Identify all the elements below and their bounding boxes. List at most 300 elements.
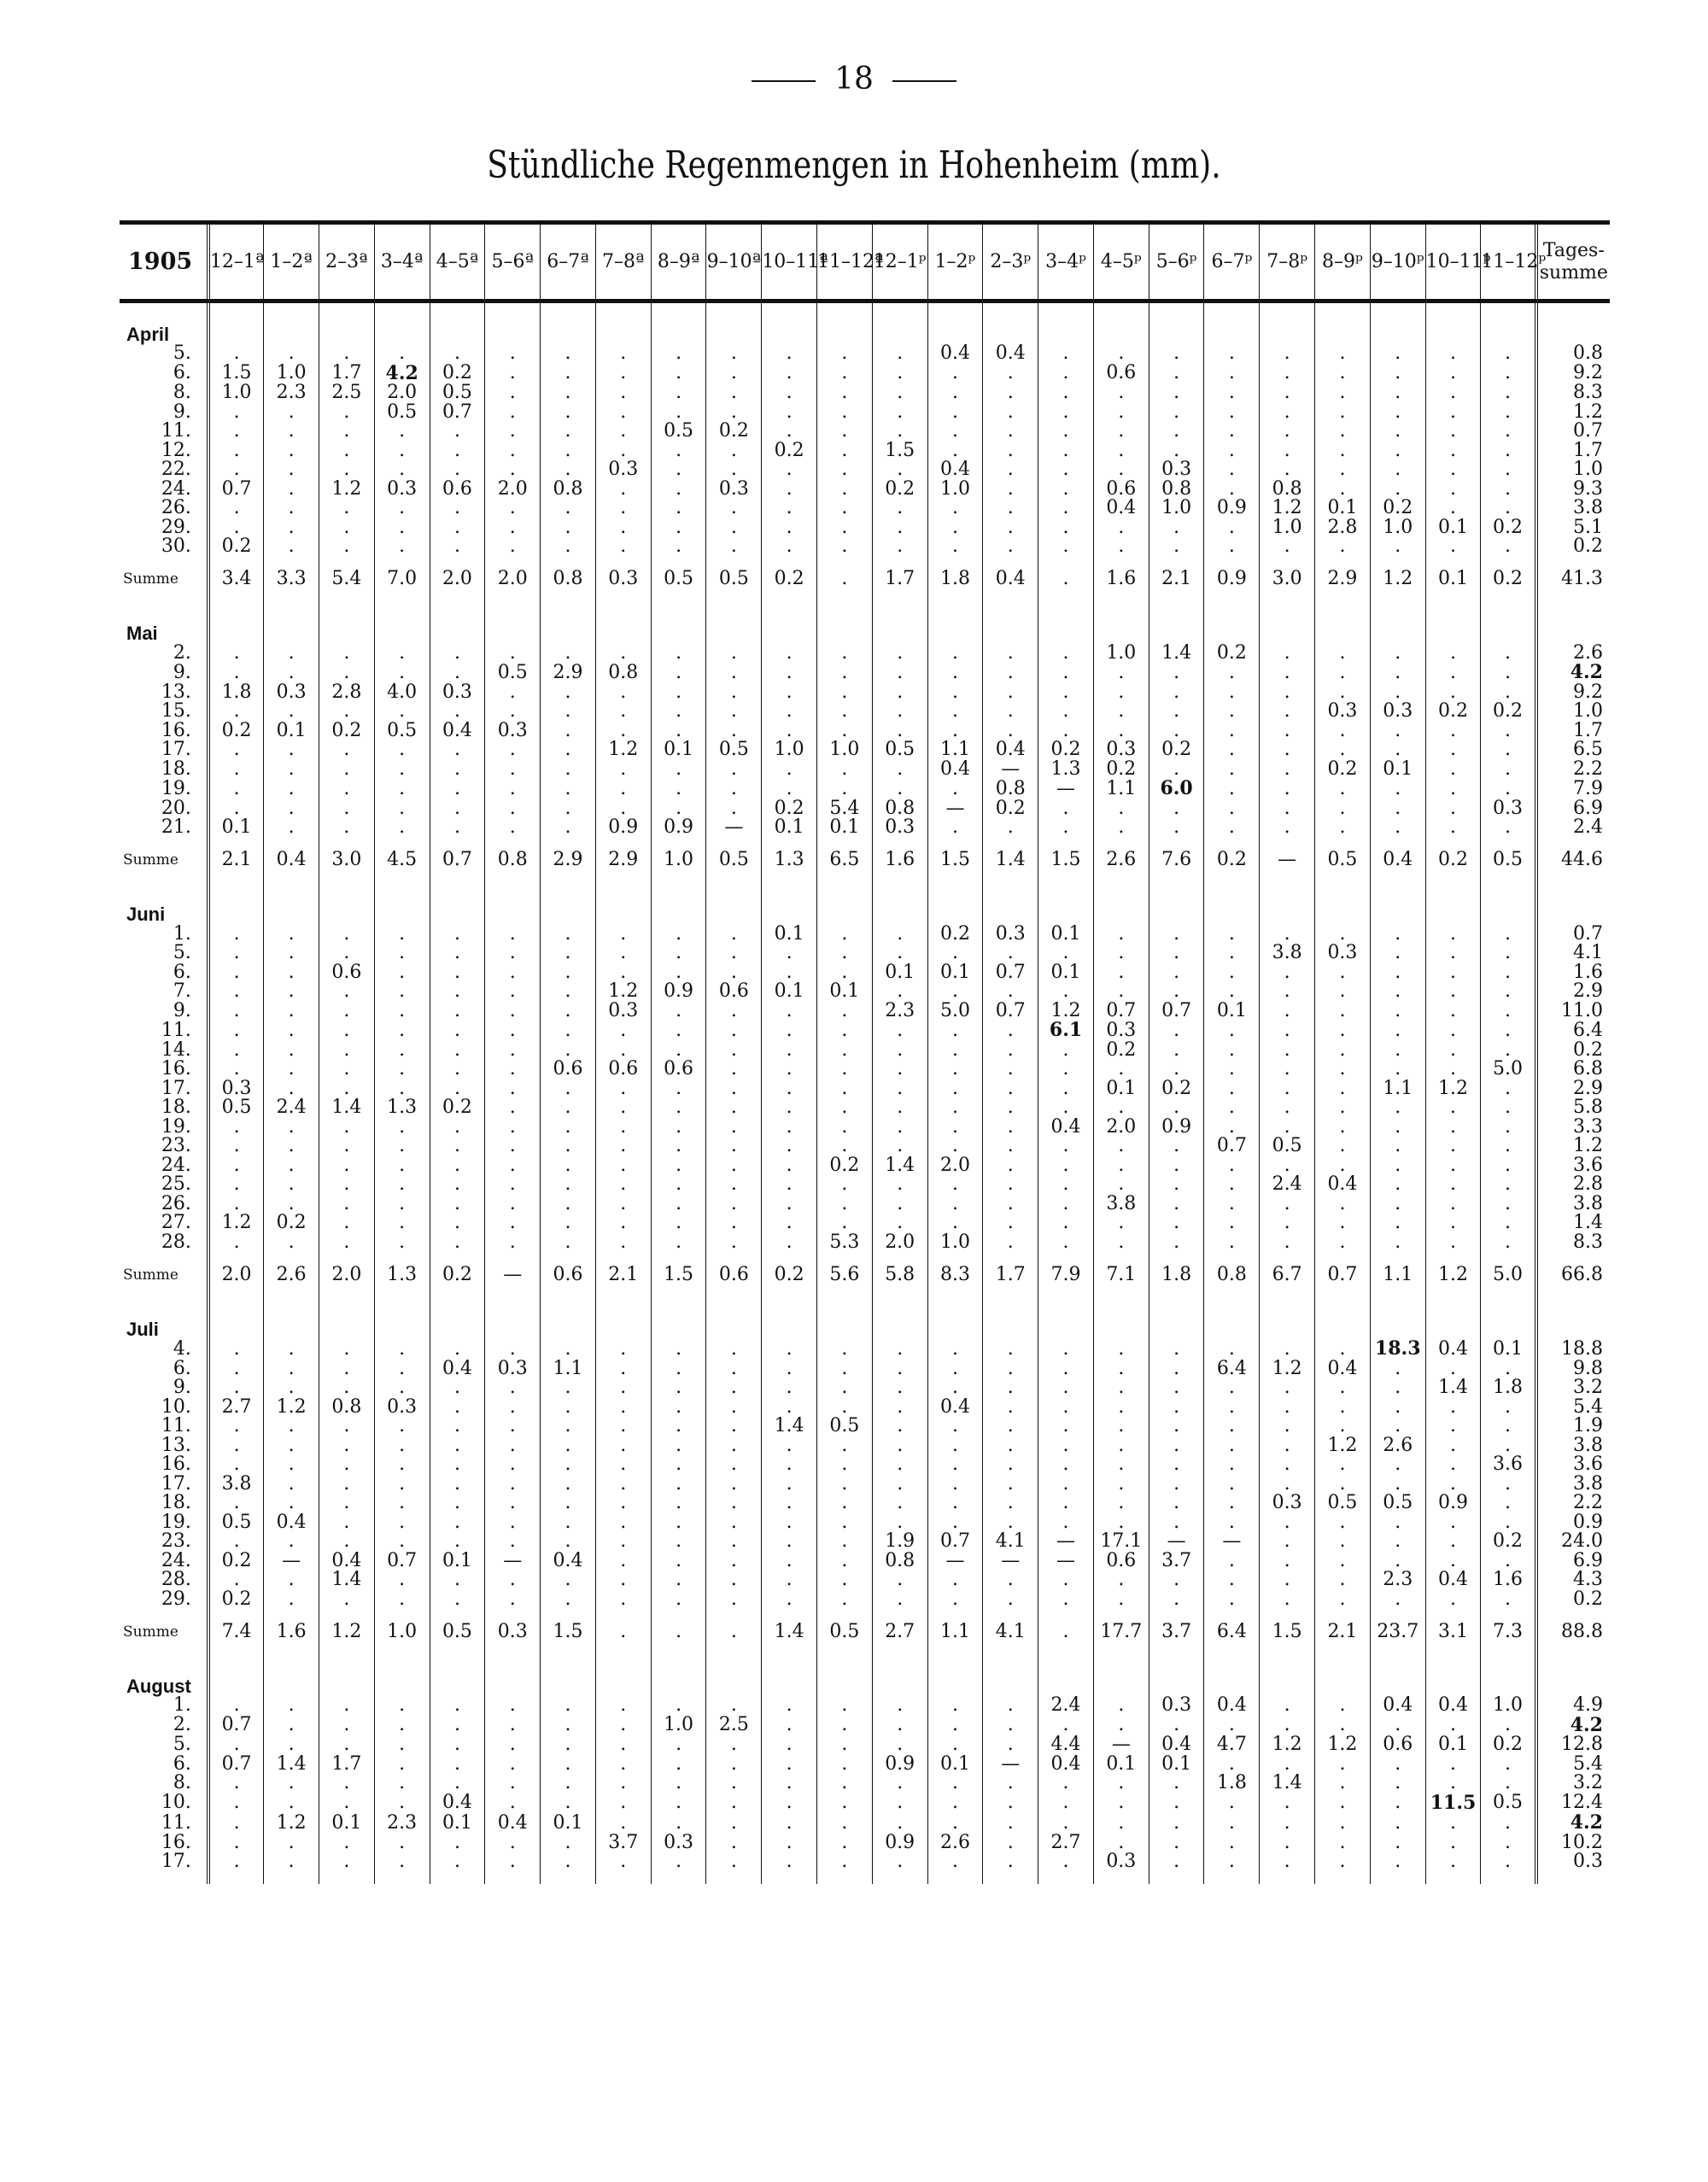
rain-cell: .: [374, 1233, 430, 1253]
rain-cell: .: [1260, 663, 1315, 683]
rain-cell: .: [1260, 1590, 1315, 1610]
rain-cell: .: [1204, 1118, 1260, 1138]
rain-cell: .: [817, 722, 873, 741]
rain-cell: .: [485, 537, 541, 557]
rain-cell: .: [374, 1475, 430, 1495]
rain-cell: .: [927, 722, 983, 741]
rain-cell: .: [264, 925, 319, 945]
rain-cell: .: [1204, 344, 1260, 364]
table-row: [120, 644, 1610, 664]
rain-cell: .: [1204, 1378, 1260, 1398]
rain-cell: .: [1149, 1455, 1204, 1475]
daily-total-cell: 2.4: [1536, 818, 1610, 838]
rain-cell: .: [595, 1532, 651, 1552]
rain-cell: .: [1038, 460, 1094, 480]
rain-cell: .: [595, 1513, 651, 1533]
rain-cell: .: [374, 1532, 430, 1552]
rain-cell: .: [706, 1195, 762, 1214]
rain-cell: 1.4: [1149, 644, 1204, 664]
empty-cell: [927, 1872, 983, 1884]
rain-cell: .: [374, 963, 430, 983]
rain-cell: .: [1425, 364, 1481, 384]
rain-cell: .: [706, 1436, 762, 1456]
table-row: [120, 1398, 1610, 1418]
rain-cell: .: [1370, 1175, 1425, 1195]
rain-cell: .: [983, 1793, 1038, 1814]
rain-cell: .: [1093, 1455, 1149, 1475]
rain-cell: .: [264, 944, 319, 963]
rain-cell: .: [1149, 1571, 1204, 1590]
empty-cell: [1425, 1872, 1481, 1884]
rain-cell: .: [1425, 1118, 1481, 1138]
rain-cell: .: [1149, 963, 1204, 983]
rain-cell: .: [1315, 1793, 1371, 1814]
rain-cell: .: [762, 1156, 817, 1176]
rain-cell: .: [1481, 663, 1536, 683]
empty-cell: [1481, 301, 1536, 345]
year-header: 1905: [120, 223, 208, 301]
day-cell: 16.: [120, 722, 208, 741]
rain-cell: .: [485, 1774, 541, 1793]
day-cell: 16.: [120, 1834, 208, 1853]
rain-cell: .: [1038, 537, 1094, 557]
rain-cell: .: [872, 1571, 927, 1590]
rain-cell: .: [319, 1475, 374, 1495]
rain-cell: 2.5: [706, 1716, 762, 1736]
rain-cell: 1.9: [872, 1532, 927, 1552]
day-cell: 9.: [120, 403, 208, 423]
empty-cell: [430, 1298, 485, 1339]
hour-column-header: 10–11ᵖ: [1425, 223, 1481, 301]
rain-cell: .: [651, 1590, 706, 1610]
daily-total-cell: 3.8: [1536, 499, 1610, 518]
day-cell: 16.: [120, 1060, 208, 1079]
rain-cell: .: [430, 1021, 485, 1041]
rain-cell: .: [706, 702, 762, 722]
rain-cell: .: [1315, 1041, 1371, 1061]
rain-cell: .: [762, 1002, 817, 1021]
empty-cell: [208, 301, 264, 345]
rain-cell: .: [264, 1021, 319, 1041]
rain-cell: .: [1093, 1696, 1149, 1716]
daily-total-cell: 1.7: [1536, 442, 1610, 461]
rain-cell: .: [817, 1813, 873, 1834]
rain-cell: 1.4: [264, 1755, 319, 1775]
rain-cell: 0.6: [651, 1060, 706, 1079]
rain-cell: .: [1315, 460, 1371, 480]
rain-cell: .: [595, 1118, 651, 1138]
sum-cell: 4.1: [983, 1609, 1038, 1655]
empty-cell: [1370, 884, 1425, 925]
rain-cell: .: [264, 1571, 319, 1590]
rain-cell: .: [706, 1398, 762, 1418]
rain-cell: .: [430, 818, 485, 838]
rain-cell: .: [983, 1041, 1038, 1061]
rain-cell: .: [1204, 1175, 1260, 1195]
rain-cell: .: [1425, 1755, 1481, 1775]
rain-cell: .: [541, 344, 596, 364]
rain-cell: .: [1149, 1716, 1204, 1736]
empty-cell: [762, 603, 817, 644]
rain-cell: .: [1315, 663, 1371, 683]
rain-cell: 0.3: [651, 1834, 706, 1853]
rain-cell: .: [1425, 1417, 1481, 1436]
rain-cell: .: [1481, 982, 1536, 1002]
rain-cell: .: [1204, 480, 1260, 500]
empty-cell: [1149, 1298, 1204, 1339]
rain-cell: 2.4: [264, 1098, 319, 1118]
daily-total-cell: 8.3: [1536, 383, 1610, 403]
rain-cell: 2.3: [872, 1002, 927, 1021]
daily-total-cell: 2.9: [1536, 1079, 1610, 1099]
daily-total-cell: 1.9: [1536, 1417, 1610, 1436]
rain-cell: 0.5: [1370, 1494, 1425, 1513]
rain-cell: .: [927, 1360, 983, 1379]
empty-cell: [1425, 301, 1481, 345]
rain-cell: .: [208, 644, 264, 664]
rain-cell: .: [1204, 460, 1260, 480]
rain-cell: .: [762, 1774, 817, 1793]
rain-cell: .: [706, 1793, 762, 1814]
rain-cell: .: [541, 722, 596, 741]
rain-cell: .: [1260, 1214, 1315, 1233]
rain-cell: .: [374, 982, 430, 1002]
rain-cell: .: [595, 1793, 651, 1814]
hour-column-header: 3–4ª: [374, 223, 430, 301]
rain-cell: .: [1038, 1716, 1094, 1736]
rain-cell: .: [264, 1735, 319, 1755]
rain-cell: .: [762, 1195, 817, 1214]
table-row: [120, 925, 1610, 945]
rain-cell: .: [595, 1774, 651, 1793]
rain-cell: .: [1093, 1716, 1149, 1736]
rain-cell: —: [927, 799, 983, 819]
rain-cell: .: [872, 1455, 927, 1475]
rain-cell: .: [264, 702, 319, 722]
sum-cell: 1.6: [1093, 557, 1149, 603]
empty-cell: [1204, 1872, 1260, 1884]
rain-cell: 0.7: [208, 1716, 264, 1736]
day-cell: 5.: [120, 344, 208, 364]
rain-cell: .: [1425, 480, 1481, 500]
hour-column-header: 9–10ª: [706, 223, 762, 301]
rain-cell: .: [872, 663, 927, 683]
rain-cell: .: [1093, 442, 1149, 461]
rain-cell: .: [983, 1475, 1038, 1495]
sum-cell: 0.9: [1204, 557, 1260, 603]
empty-cell: [485, 603, 541, 644]
rain-cell: .: [430, 663, 485, 683]
rain-cell: .: [374, 818, 430, 838]
rain-cell: .: [983, 364, 1038, 384]
rain-cell: .: [983, 1378, 1038, 1398]
rain-cell: .: [541, 818, 596, 838]
rain-cell: .: [762, 644, 817, 664]
rain-cell: .: [1370, 818, 1425, 838]
rain-cell: 1.2: [1315, 1436, 1371, 1456]
day-cell: 10.: [120, 1398, 208, 1418]
rain-cell: .: [319, 1716, 374, 1736]
rain-cell: .: [1425, 1002, 1481, 1021]
rain-cell: .: [595, 1360, 651, 1379]
rain-cell: .: [1370, 982, 1425, 1002]
rain-cell: .: [319, 1233, 374, 1253]
rain-cell: .: [1315, 1813, 1371, 1834]
rain-cell: .: [485, 1475, 541, 1495]
rain-cell: .: [1481, 1552, 1536, 1571]
rain-cell: .: [1315, 1156, 1371, 1176]
table-row: [120, 1417, 1610, 1436]
rain-cell: .: [1425, 644, 1481, 664]
sum-cell: .: [817, 557, 873, 603]
rain-cell: 5.0: [1481, 1060, 1536, 1079]
rain-cell: .: [706, 1118, 762, 1138]
rain-cell: .: [983, 818, 1038, 838]
rain-cell: 0.8: [319, 1398, 374, 1418]
rain-cell: 2.0: [374, 383, 430, 403]
rain-cell: .: [1481, 1360, 1536, 1379]
rain-cell: .: [485, 644, 541, 664]
rain-cell: .: [817, 442, 873, 461]
hour-column-header: 8–9ᵖ: [1315, 223, 1371, 301]
rain-cell: .: [983, 1417, 1038, 1436]
rain-cell: .: [1093, 799, 1149, 819]
sum-cell: 0.8: [1204, 1252, 1260, 1298]
rain-cell: .: [595, 944, 651, 963]
rain-cell: .: [706, 1552, 762, 1571]
rain-cell: .: [872, 1793, 927, 1814]
rain-cell: .: [1204, 1041, 1260, 1061]
rain-cell: .: [706, 1060, 762, 1079]
rain-cell: 0.1: [1149, 1755, 1204, 1775]
rain-cell: .: [595, 1041, 651, 1061]
sum-cell: 1.5: [927, 838, 983, 884]
rain-cell-value: 6.0: [1160, 777, 1193, 799]
table-row: [120, 1214, 1610, 1233]
rain-cell: .: [983, 1834, 1038, 1853]
empty-cell: [541, 1655, 596, 1696]
rain-cell: .: [1481, 460, 1536, 480]
rain-cell: .: [1481, 442, 1536, 461]
rain-cell: .: [319, 442, 374, 461]
rain-cell: 0.3: [1149, 1696, 1204, 1716]
rain-cell: .: [264, 740, 319, 760]
rain-cell: .: [872, 1195, 927, 1214]
rain-cell: 0.4: [1425, 1571, 1481, 1590]
daily-total-cell: 5.4: [1536, 1398, 1610, 1418]
daily-total-cell: 24.0: [1536, 1532, 1610, 1552]
rain-cell: —: [1038, 1552, 1094, 1571]
rain-cell: .: [485, 760, 541, 780]
rain-cell: .: [872, 1436, 927, 1456]
rain-cell: .: [485, 1098, 541, 1118]
empty-cell: [374, 1872, 430, 1884]
sum-cell: 2.1: [595, 1252, 651, 1298]
rain-cell: .: [927, 537, 983, 557]
rain-cell: .: [1093, 460, 1149, 480]
rain-cell: .: [485, 499, 541, 518]
rain-cell: .: [208, 779, 264, 799]
rain-cell: .: [983, 1571, 1038, 1590]
rain-cell: 0.9: [651, 982, 706, 1002]
sum-cell: 0.8: [485, 838, 541, 884]
empty-cell: [706, 884, 762, 925]
rain-cell: .: [541, 760, 596, 780]
month-name: Juli: [120, 1298, 208, 1339]
rain-cell: .: [762, 537, 817, 557]
sum-cell: 2.6: [264, 1252, 319, 1298]
rain-cell: .: [1370, 480, 1425, 500]
rain-cell: 0.3: [430, 683, 485, 703]
rain-cell: .: [706, 1041, 762, 1061]
rain-cell: 0.7: [983, 963, 1038, 983]
rain-cell: .: [651, 1475, 706, 1495]
empty-cell: [485, 1655, 541, 1696]
rain-cell: .: [1425, 760, 1481, 780]
rain-cell: .: [1149, 1436, 1204, 1456]
rain-cell: .: [651, 1417, 706, 1436]
daily-total-cell: 1.2: [1536, 403, 1610, 423]
rain-cell: .: [1260, 1378, 1315, 1398]
rain-cell: .: [430, 644, 485, 664]
rain-cell: .: [817, 460, 873, 480]
rain-cell: .: [762, 1494, 817, 1513]
rain-cell: .: [595, 1494, 651, 1513]
rain-cell: .: [1425, 1716, 1481, 1736]
rain-cell: 0.4: [927, 344, 983, 364]
rain-cell: .: [983, 1696, 1038, 1716]
rain-cell: .: [762, 683, 817, 703]
rain-cell: .: [374, 702, 430, 722]
rain-cell: .: [374, 1571, 430, 1590]
rain-cell: .: [264, 663, 319, 683]
rain-cell: .: [374, 1774, 430, 1793]
sum-cell: 3.4: [208, 557, 264, 603]
day-cell: 24.: [120, 480, 208, 500]
rain-cell: .: [541, 1137, 596, 1156]
rain-cell: .: [651, 1339, 706, 1360]
daily-total-cell: 0.2: [1536, 1041, 1610, 1061]
empty-cell: [264, 1872, 319, 1884]
rain-cell: .: [706, 1156, 762, 1176]
rain-cell: .: [1093, 1060, 1149, 1079]
rain-cell: .: [1370, 1156, 1425, 1176]
rain-cell: .: [1425, 1774, 1481, 1793]
table-row: [120, 740, 1610, 760]
rain-cell: —: [1038, 1532, 1094, 1552]
rain-cell: .: [1149, 1195, 1204, 1214]
rain-cell: .: [208, 1834, 264, 1853]
empty-cell: [595, 884, 651, 925]
rain-cell: .: [1481, 1195, 1536, 1214]
rain-cell: .: [1149, 364, 1204, 384]
rain-cell: .: [1481, 1513, 1536, 1533]
rain-cell: 0.5: [1481, 1793, 1536, 1814]
rain-cell: .: [706, 1735, 762, 1755]
rain-cell: .: [430, 1590, 485, 1610]
sum-cell: 6.4: [1204, 1609, 1260, 1655]
rain-cell: .: [485, 1002, 541, 1021]
day-cell: 9.: [120, 1002, 208, 1021]
rain-cell: .: [430, 1834, 485, 1853]
rain-cell: .: [430, 1378, 485, 1398]
rain-cell: .: [1425, 1590, 1481, 1610]
rain-cell: 0.7: [374, 1552, 430, 1571]
sum-cell: 0.2: [1204, 838, 1260, 884]
rain-cell: .: [1260, 1571, 1315, 1590]
rain-cell: 1.6: [1481, 1571, 1536, 1590]
rain-cell: .: [651, 1156, 706, 1176]
rain-cell: .: [374, 1513, 430, 1533]
rain-cell: .: [1481, 1436, 1536, 1456]
rain-cell: .: [817, 1098, 873, 1118]
rain-cell: .: [1204, 403, 1260, 423]
rain-cell: .: [485, 1852, 541, 1872]
rain-cell: .: [485, 799, 541, 819]
rain-cell: 0.4: [1093, 499, 1149, 518]
table-row: [120, 663, 1610, 683]
rain-cell: .: [1093, 663, 1149, 683]
rain-cell: 0.4: [1425, 1696, 1481, 1716]
daily-total-cell: 9.3: [1536, 480, 1610, 500]
rain-cell: 0.5: [374, 403, 430, 423]
rain-cell: .: [1315, 1513, 1371, 1533]
rain-cell: .: [208, 1360, 264, 1379]
rain-cell: .: [762, 1735, 817, 1755]
rain-cell: 0.5: [374, 722, 430, 741]
rain-cell: .: [817, 1455, 873, 1475]
rain-cell: .: [1481, 1398, 1536, 1418]
daily-total-cell: 2.2: [1536, 760, 1610, 780]
rain-cell: .: [817, 1571, 873, 1590]
rain-cell: .: [1370, 1590, 1425, 1610]
rain-cell: .: [1425, 1532, 1481, 1552]
rain-cell: .: [541, 1041, 596, 1061]
rain-cell: 0.8: [1260, 480, 1315, 500]
sum-cell: 0.3: [595, 557, 651, 603]
sum-cell: 17.7: [1093, 1609, 1149, 1655]
rain-cell: .: [1481, 1175, 1536, 1195]
rain-cell: .: [872, 537, 927, 557]
rain-cell: .: [817, 383, 873, 403]
rain-cell: .: [541, 1735, 596, 1755]
rain-cell: .: [374, 344, 430, 364]
day-cell: 12.: [120, 442, 208, 461]
sum-cell: 7.9: [1038, 1252, 1094, 1298]
rain-cell: .: [1204, 963, 1260, 983]
rain-cell: .: [541, 963, 596, 983]
rain-cell: .: [651, 1002, 706, 1021]
rain-cell: .: [651, 537, 706, 557]
rain-cell: .: [1093, 1417, 1149, 1436]
rain-cell: .: [1481, 383, 1536, 403]
rain-cell: .: [983, 1398, 1038, 1418]
rain-cell: .: [1315, 1755, 1371, 1775]
rain-cell: .: [264, 1175, 319, 1195]
day-cell: 13.: [120, 1436, 208, 1456]
rain-cell: 0.5: [817, 1417, 873, 1436]
rain-cell: 0.2: [208, 1590, 264, 1610]
rain-cell: 0.7: [208, 480, 264, 500]
rain-cell: .: [208, 1339, 264, 1360]
rain-cell: .: [541, 779, 596, 799]
rain-cell: .: [817, 1793, 873, 1814]
empty-cell: [706, 301, 762, 345]
rain-cell: .: [1038, 1156, 1094, 1176]
rain-cell: .: [485, 982, 541, 1002]
rain-cell: .: [1425, 499, 1481, 518]
rain-cell: .: [706, 1175, 762, 1195]
